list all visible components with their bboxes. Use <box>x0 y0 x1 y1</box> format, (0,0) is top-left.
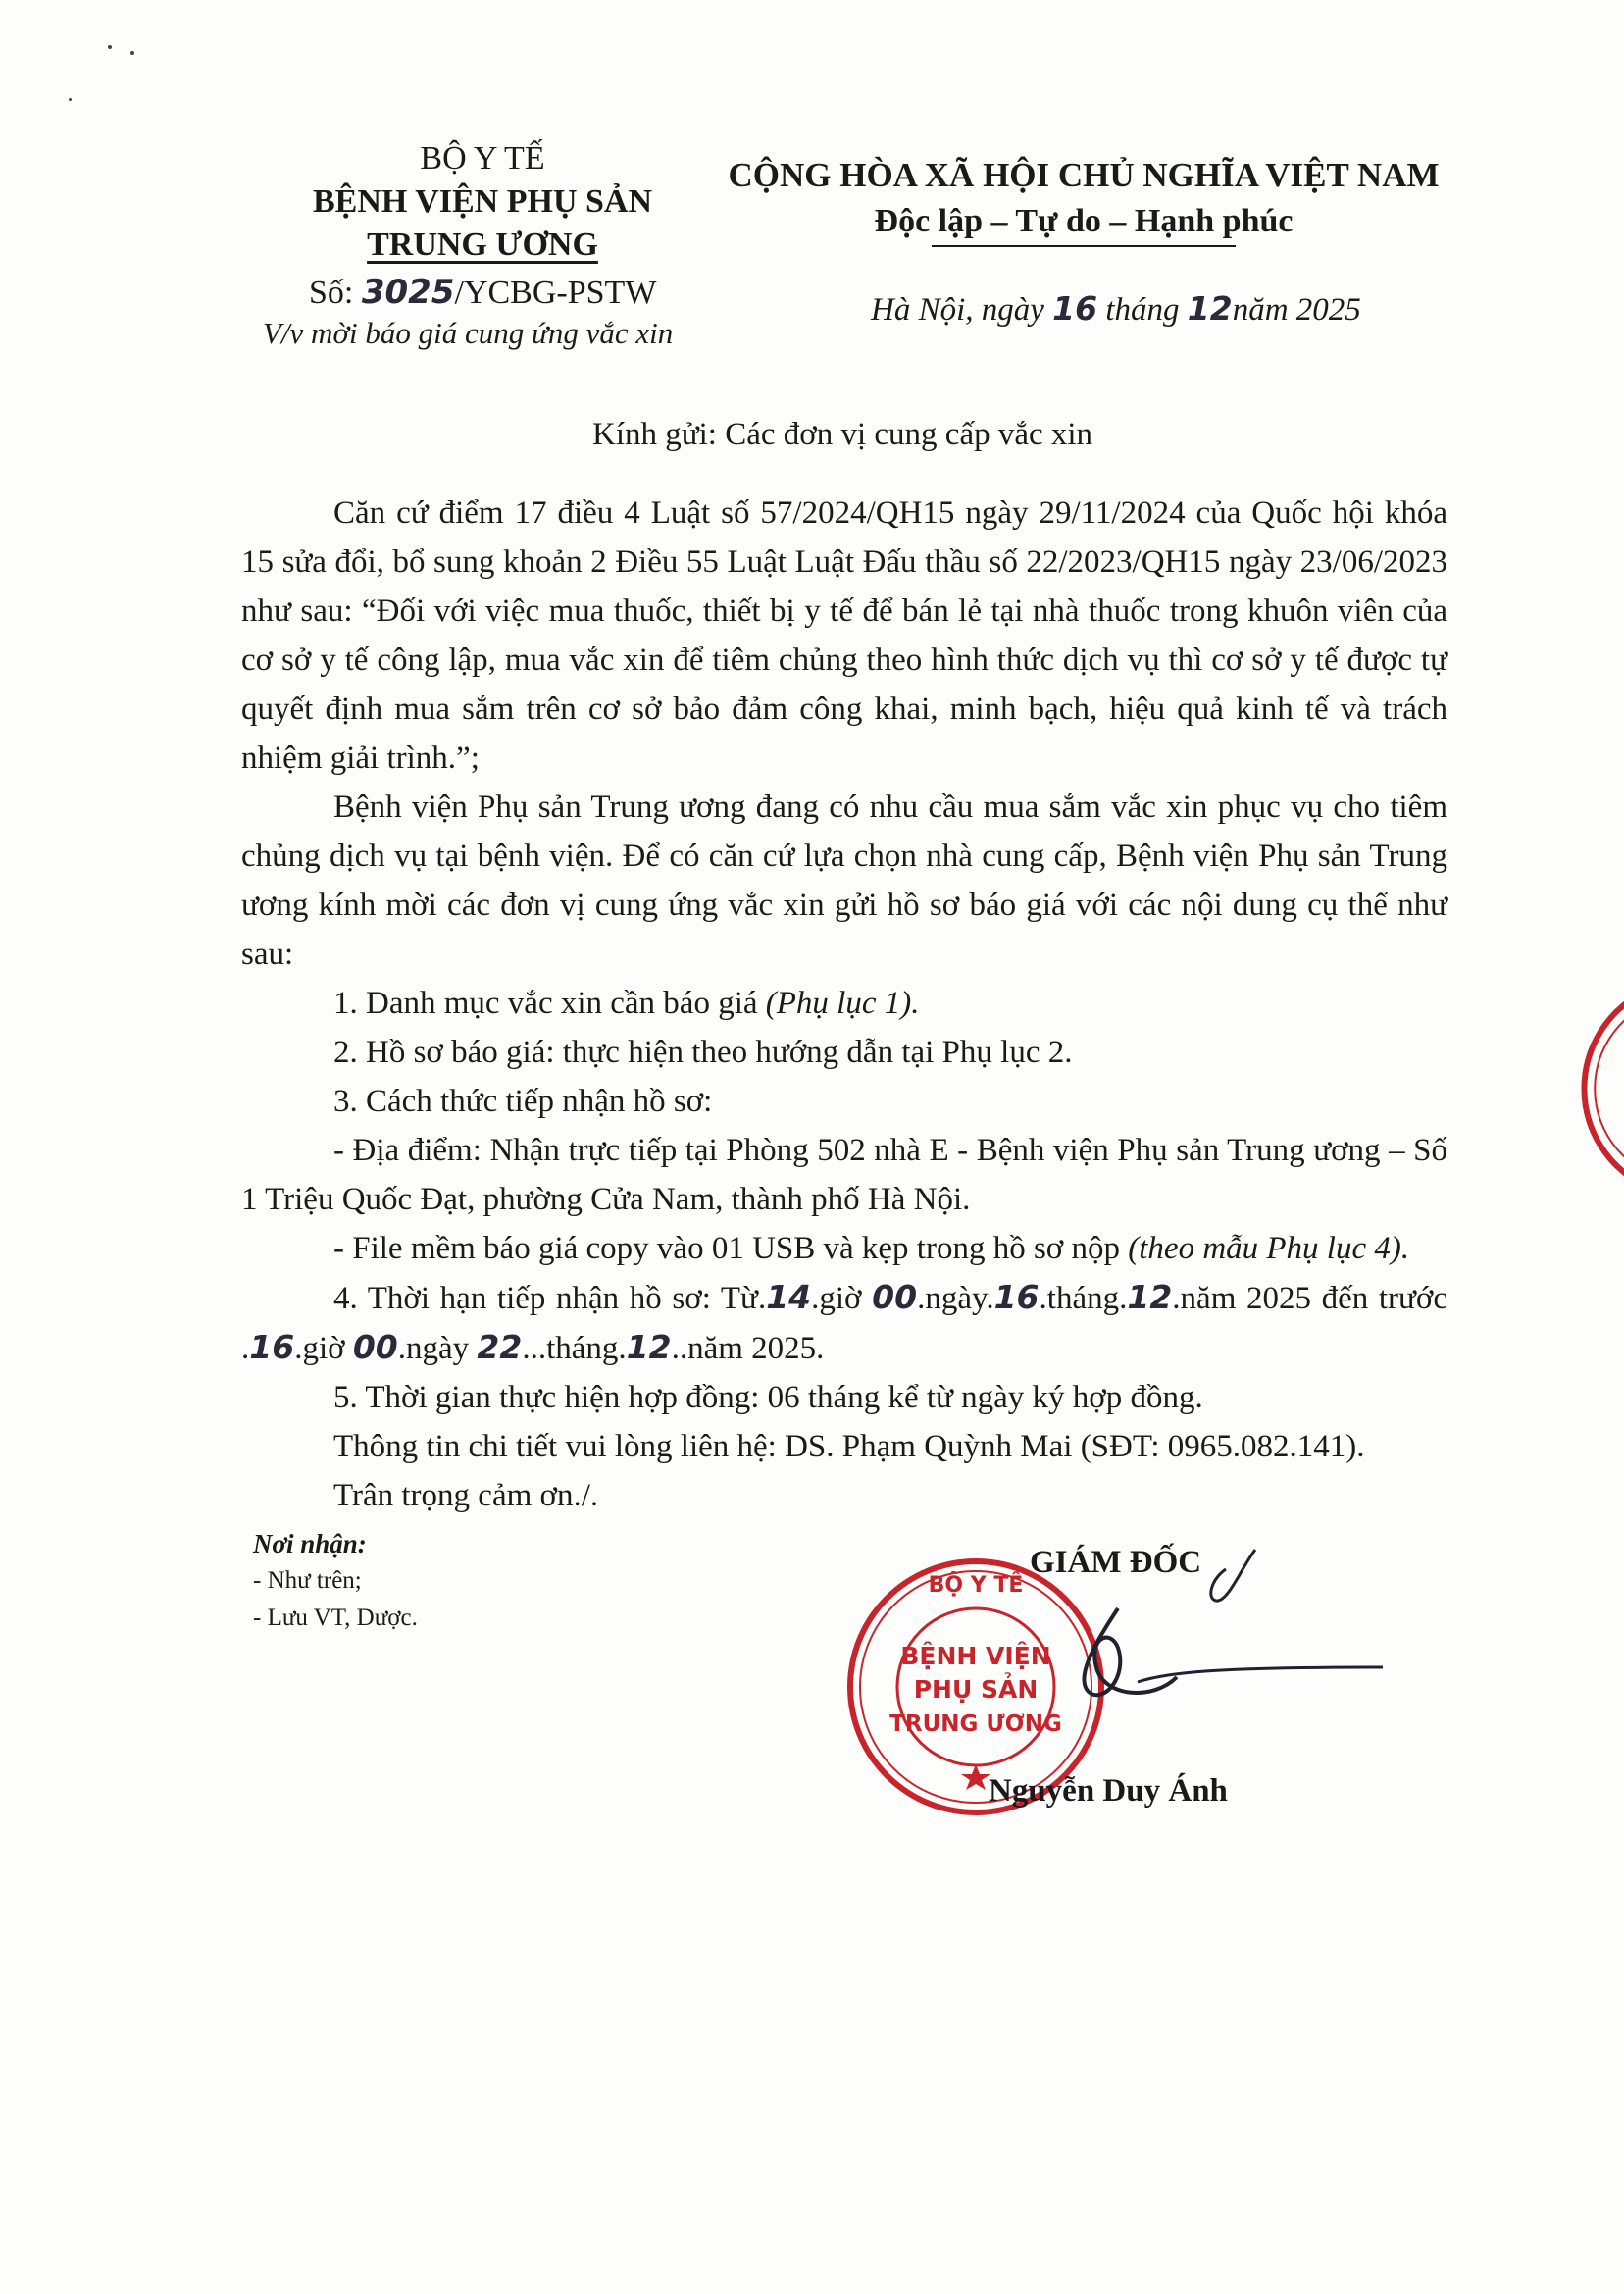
softcopy-ref: (theo mẫu Phụ lục 4). <box>1128 1231 1410 1266</box>
deadline-text: .giờ <box>811 1281 862 1316</box>
date-prefix: Hà Nội, ngày <box>871 292 1044 328</box>
national-header <box>726 152 1442 250</box>
deadline-text: .giờ <box>294 1331 345 1366</box>
date-month-handwritten: 12 <box>1187 289 1233 328</box>
list-item-3-softcopy <box>241 1224 1447 1273</box>
seal-line1: BỆNH VIỆN <box>900 1642 1051 1670</box>
list-item-3: 3. Cách thức tiếp nhận hồ sơ: <box>333 1084 713 1119</box>
deadline-text: ...tháng. <box>522 1331 627 1366</box>
list-item-5: 5. Thời gian thực hiện hợp đồng: 06 tháng kể từ ngày ký hợp đồng. <box>333 1380 1203 1415</box>
from-month-handwritten: 12 <box>1127 1278 1173 1316</box>
to-month-handwritten: 12 <box>626 1328 672 1366</box>
letter-body <box>241 488 1447 1520</box>
to-hour-handwritten: 16 <box>249 1328 295 1366</box>
seal-star <box>961 1764 990 1790</box>
contact-line: Thông tin chi tiết vui lòng liên hệ: DS. Phạm Quỳnh Mai (SĐT: 0965.082.141). <box>333 1429 1365 1464</box>
seal-line2: PHỤ SẢN <box>913 1675 1039 1704</box>
list-item-1-text: 1. Danh mục vắc xin cần báo giá <box>333 986 758 1021</box>
national-motto: Độc lập – Tự do – Hạnh phúc <box>874 203 1294 239</box>
recipients-block <box>253 1525 418 1637</box>
softcopy-text: - File mềm báo giá copy vào 01 USB và kẹp trong hồ sơ nộp <box>333 1231 1121 1266</box>
signer-title: GIÁM ĐỐC <box>1030 1545 1202 1580</box>
list-item-2: 2. Hồ sơ báo giá: thực hiện theo hướng dẫn tại Phụ lục 2. <box>333 1035 1073 1070</box>
list-item-1 <box>241 979 1447 1028</box>
legal-basis-paragraph: Căn cứ điểm 17 điều 4 Luật số 57/2024/QH15 ngày 29/11/2024 của Quốc hội khóa 15 sửa đổi, bổ sung khoản 2 Điều 55 Luật Luật Đấu thầu số 22/2023/QH15 ngày 23/06/2023 như sau: “Đối với việc mua thuốc, thiết bị y tế để bán lẻ tại nhà thuốc trong khuôn viên của cơ sở y tế công lập, mua vắc xin để tiêm chủng theo hình thức dịch vụ thì cơ sở y tế được tự quyết định mua sắm trên cơ sở bảo đảm công khai, minh bạch, hiệu quả kinh tế và trách nhiệm giải trình.”; <box>241 495 1447 776</box>
to-day-handwritten: 22 <box>477 1328 523 1366</box>
motto-underline <box>726 244 1442 250</box>
scan-speck <box>69 98 72 101</box>
list-item-3-location: - Địa điểm: Nhận trực tiếp tại Phòng 502 nhà E - Bệnh viện Phụ sản Trung ương – Số 1 Triệu Quốc Đạt, phường Cửa Nam, thành phố Hà Nội. <box>241 1133 1447 1217</box>
issuer-block <box>257 137 708 267</box>
hospital-name-line1: BỆNH VIỆN PHỤ SẢN <box>312 183 653 220</box>
from-day-handwritten: 16 <box>993 1278 1040 1316</box>
closing-line: Trân trọng cảm ơn./. <box>333 1478 599 1513</box>
deadline-text: .năm 2025 đến trước . <box>241 1281 1448 1366</box>
deadline-text: .ngày <box>397 1331 470 1366</box>
signer-name: Nguyễn Duy Ánh <box>989 1773 1228 1809</box>
seal-line3: TRUNG ƯƠNG <box>889 1711 1062 1737</box>
recipients-title: Nơi nhận: <box>253 1529 367 1558</box>
ministry-name: BỘ Y TẾ <box>420 140 545 177</box>
partial-seal-edge <box>1579 991 1624 1187</box>
deadline-text: .ngày. <box>917 1281 994 1316</box>
from-hour-handwritten: 14 <box>766 1278 812 1316</box>
recipient-item: - Như trên; <box>253 1567 362 1594</box>
date-month-label: tháng <box>1105 292 1180 328</box>
nation-name: CỘNG HÒA XÃ HỘI CHỦ NGHĨA VIỆT NAM <box>728 156 1440 194</box>
document-number <box>309 273 656 312</box>
doc-number-prefix: Số: <box>309 275 354 311</box>
hospital-name-line2: TRUNG ƯƠNG <box>367 227 598 263</box>
seal-ring-text: BỘ Y TẾ <box>928 1573 1024 1598</box>
request-paragraph: Bệnh viện Phụ sản Trung ương đang có nhu cầu mua sắm vắc xin phục vụ cho tiêm chủng dịch vụ tại bệnh viện. Để có căn cứ lựa chọn nhà cung cấp, Bệnh viện Phụ sản Trung ương kính mời các đơn vị cung ứng vắc xin gửi hồ sơ báo giá với các nội dung cụ thể như sau: <box>241 790 1447 972</box>
date-year: năm 2025 <box>1232 292 1361 328</box>
recipient-item: - Lưu VT, Dược. <box>253 1605 418 1631</box>
list-item-4 <box>241 1273 1447 1373</box>
deadline-text: ..năm 2025. <box>671 1331 825 1366</box>
doc-number-handwritten: 3025 <box>361 273 455 312</box>
document-subject: V/v mời báo giá cung ứng vắc xin <box>263 316 674 350</box>
date-day-handwritten: 16 <box>1052 289 1098 328</box>
scan-speck <box>130 51 134 55</box>
from-minute-handwritten: 00 <box>872 1278 918 1316</box>
list-item-1-ref: (Phụ lục 1). <box>765 986 920 1021</box>
to-minute-handwritten: 00 <box>352 1328 398 1366</box>
deadline-text: 4. Thời hạn tiếp nhận hồ sơ: Từ. <box>333 1281 767 1316</box>
doc-number-suffix: /YCBG-PSTW <box>454 275 657 311</box>
handwritten-signature <box>981 1530 1393 1726</box>
scan-speck <box>108 45 112 49</box>
document-date <box>871 289 1361 329</box>
salutation: Kính gửi: Các đơn vị cung cấp vắc xin <box>592 417 1093 452</box>
deadline-text: .tháng. <box>1039 1281 1128 1316</box>
